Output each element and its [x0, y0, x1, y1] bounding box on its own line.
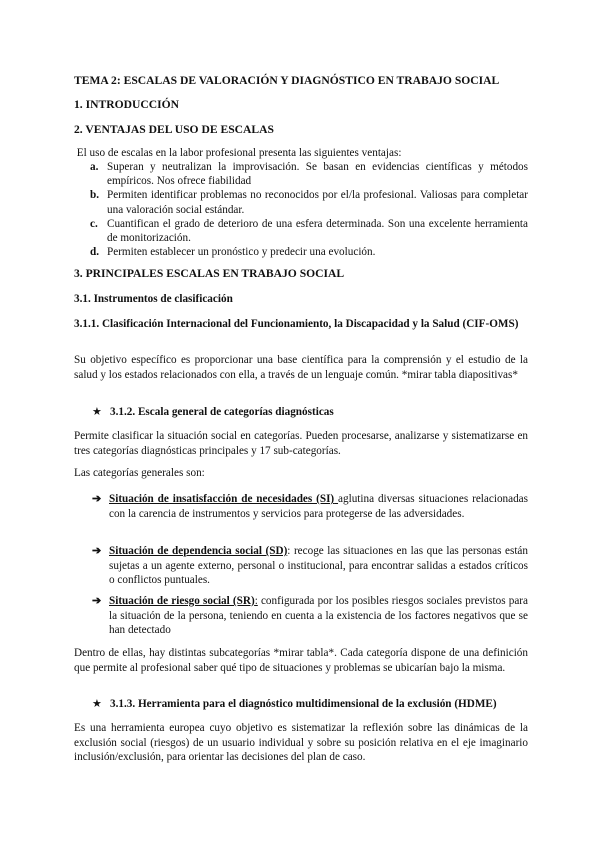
categoria-item [92, 594, 528, 638]
heading-ventajas: 2. VENTAJAS DEL USO DE ESCALAS [74, 123, 274, 136]
arrow-icon: ➔ [92, 595, 102, 607]
heading-hdme-text: 3.1.3. Herramienta para el diagnóstico multidimensional de la exclusión (HDME) [110, 698, 497, 710]
list-item-text: Superan y neutralizan la improvisación. Se basan en evidencias científicas y métodos empíricos. Nos ofrece fiabilidad [107, 161, 528, 188]
heading-principales-escalas: 3. PRINCIPALES ESCALAS EN TRABAJO SOCIAL [74, 267, 345, 280]
categoria-sep: : [254, 595, 258, 607]
categoria-text: aglutina diversas situaciones relacionadas con la carencia de instrumentos y servicios para protegerse de las adversidades. [109, 493, 529, 520]
heading-escala-general-text: 3.1.2. Escala general de categorías diagnósticas [110, 406, 334, 418]
categoria-item [92, 544, 528, 588]
categoria-text: configurada por los posibles riesgos sociales previstos para la situación de la persona, teniendo en cuenta a la existencia de los factores negativos que se han detectado [109, 595, 528, 637]
list-item-label: a. [90, 161, 99, 173]
categorias-intro: Las categorías generales son: [74, 467, 205, 479]
categoria-text: recoge las situaciones en las que las personas están sujetas a un agente externo, personal o institucional, para encontrar salidas a estados críticos o conflictos puntuales. [109, 545, 528, 587]
star-icon: ★ [92, 698, 103, 710]
list-item-label: b. [90, 189, 100, 202]
heading-introduccion: 1. INTRODUCCIÓN [74, 98, 179, 111]
escala-general-paragraph: Permite clasificar la situación social en categorías. Pueden procesarse, analizarse y sistematizarse en tres categorías diagnósticas principales y 17 sub-categorías. [74, 430, 528, 457]
list-item-text: Permiten identificar problemas no reconocidos por el/la profesional. Valiosas para completar una valoración social estándar. [107, 189, 528, 216]
list-item-text: Cuantifican el grado de deterioro de una esfera determinada. Son una excelente herramienta de monitorización. [107, 217, 528, 245]
categoria-sep: : [287, 545, 291, 557]
cif-paragraph: Su objetivo específico es proporcionar una base científica para la comprensión y el estudio de la salud y los estados relacionados con ella, a través de un lenguaje común. *mirar tabla diapositivas* [74, 354, 528, 381]
heading-hdme [92, 697, 497, 712]
heading-cif-oms: 3.1.1. Clasificación Internacional del Funcionamiento, la Discapacidad y la Salud (CIF-OMS) [74, 318, 519, 330]
list-item [74, 160, 528, 188]
subcategorias-paragraph: Dentro de ellas, hay distintas subcategorías *mirar tabla*. Cada categoría dispone de una definición que permite al profesional saber qué tipo de situaciones y problemas se ubicarían bajo la misma. [74, 647, 528, 674]
heading-escala-general [92, 405, 334, 420]
star-icon: ★ [92, 406, 103, 418]
arrow-icon: ➔ [92, 493, 102, 505]
hdme-paragraph: Es una herramienta europea cuyo objetivo es sistematizar la reflexión sobre las dinámicas de la exclusión social (riesgos) de un usuario individual y sobre su posición relativa en el eje imaginario inclusión/exclusión, para orientar las decisiones del plan de caso. [74, 722, 528, 764]
categoria-head: Situación de insatisfacción de necesidades (SI) [109, 493, 335, 505]
list-item [74, 188, 528, 216]
list-item-text: Permiten establecer un pronóstico y predecir una evolución. [107, 246, 376, 259]
list-item-label: d. [90, 246, 100, 259]
categoria-head: Situación de dependencia social (SD) [109, 545, 288, 557]
list-item [74, 217, 528, 245]
document-title: TEMA 2: ESCALAS DE VALORACIÓN Y DIAGNÓSTICO EN TRABAJO SOCIAL [74, 74, 500, 87]
arrow-icon: ➔ [92, 545, 102, 557]
categoria-head: Situación de riesgo social (SR) [109, 595, 255, 607]
heading-instrumentos: 3.1. Instrumentos de clasificación [74, 293, 233, 305]
list-item-label: c. [90, 217, 98, 230]
list-item [74, 245, 528, 259]
ventajas-intro: El uso de escalas en la labor profesional presenta las siguientes ventajas: [74, 147, 402, 159]
ventajas-list [74, 160, 528, 259]
categoria-item [92, 492, 528, 521]
